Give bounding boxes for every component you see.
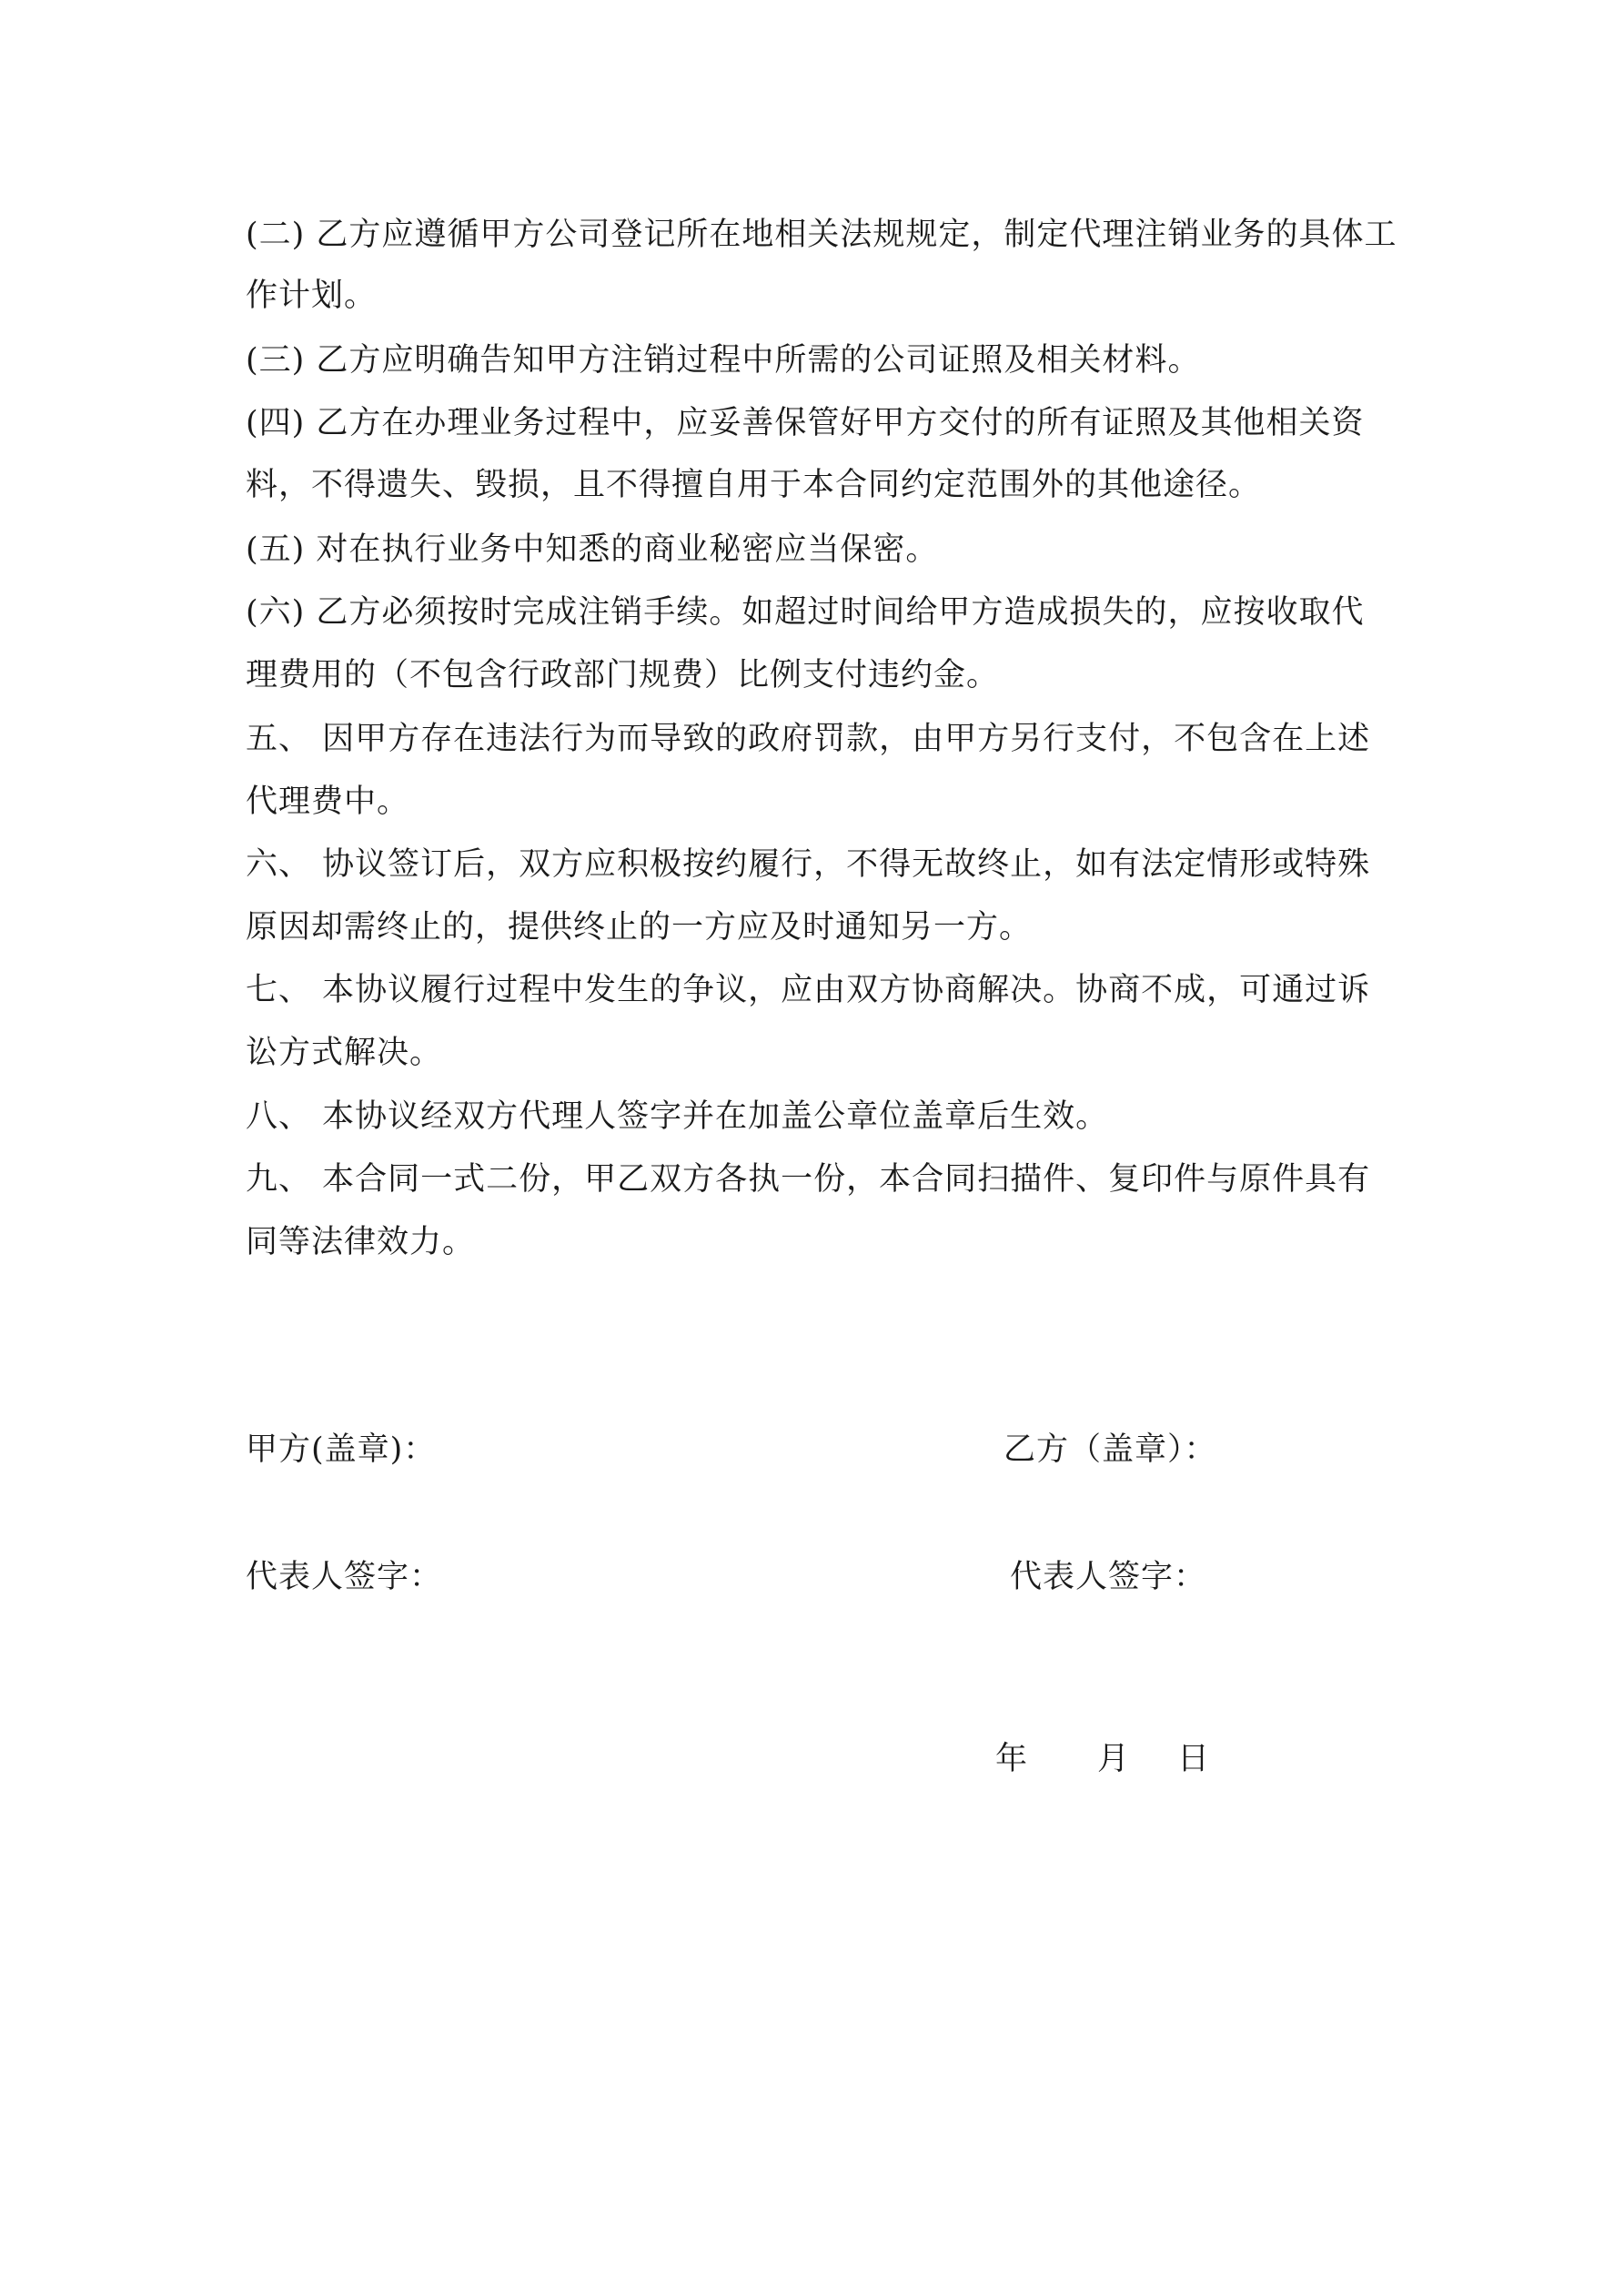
clause-2-line-2: 作计划。 [246,278,378,314]
clause-4-line-2: 料，不得遗失、毁损，且不得擅自用于本合同约定范围外的其他途径。 [246,467,1262,503]
party-b-seal-label: 乙方（盖章）： [1004,1431,1217,1468]
party-b-representative-label: 代表人签字： [1010,1559,1207,1595]
article-9-line-1: 九、 本合同一式二份，甲乙双方各执一份，本合同扫描件、复印件与原件具有 [246,1161,1371,1198]
date-year-label: 年 [995,1741,1028,1777]
article-8-line-1: 八、 本协议经双方代理人签字并在加盖公章位盖章后生效。 [246,1098,1109,1135]
clause-5-line-1: (五) 对在执行业务中知悉的商业秘密应当保密。 [246,531,939,568]
date-day-label: 日 [1177,1741,1210,1777]
article-6-line-2: 原因却需终止的，提供终止的一方应及时通知另一方。 [246,909,1033,946]
article-7-line-2: 讼方式解决。 [246,1035,443,1071]
article-5-line-1: 五、 因甲方存在违法行为而导致的政府罚款，由甲方另行支付，不包含在上述 [246,721,1371,757]
article-9-line-2: 同等法律效力。 [246,1224,476,1260]
article-6-line-1: 六、 协议签订后，双方应积极按约履行，不得无故终止，如有法定情形或特殊 [246,846,1371,883]
date-month-label: 月 [1097,1741,1130,1777]
clause-4-line-1: (四) 乙方在办理业务过程中，应妥善保管好甲方交付的所有证照及其他相关资 [246,405,1365,441]
clause-6-line-1: (六) 乙方必须按时完成注销手续。如超过时间给甲方造成损失的，应按收取代 [246,594,1365,631]
clause-6-line-2: 理费用的（不包含行政部门规费）比例支付违约金。 [246,657,1000,693]
article-7-line-1: 七、 本协议履行过程中发生的争议，应由双方协商解决。协商不成，可通过诉 [246,972,1371,1008]
article-5-line-2: 代理费中。 [246,784,410,820]
clause-2-line-1: (二) 乙方应遵循甲方公司登记所在地相关法规规定，制定代理注销业务的具体工 [246,217,1397,253]
party-a-seal-label: 甲方(盖章)： [246,1431,437,1468]
party-a-representative-label: 代表人签字： [246,1559,443,1595]
clause-3-line-1: (三) 乙方应明确告知甲方注销过程中所需的公司证照及相关材料。 [246,342,1201,379]
